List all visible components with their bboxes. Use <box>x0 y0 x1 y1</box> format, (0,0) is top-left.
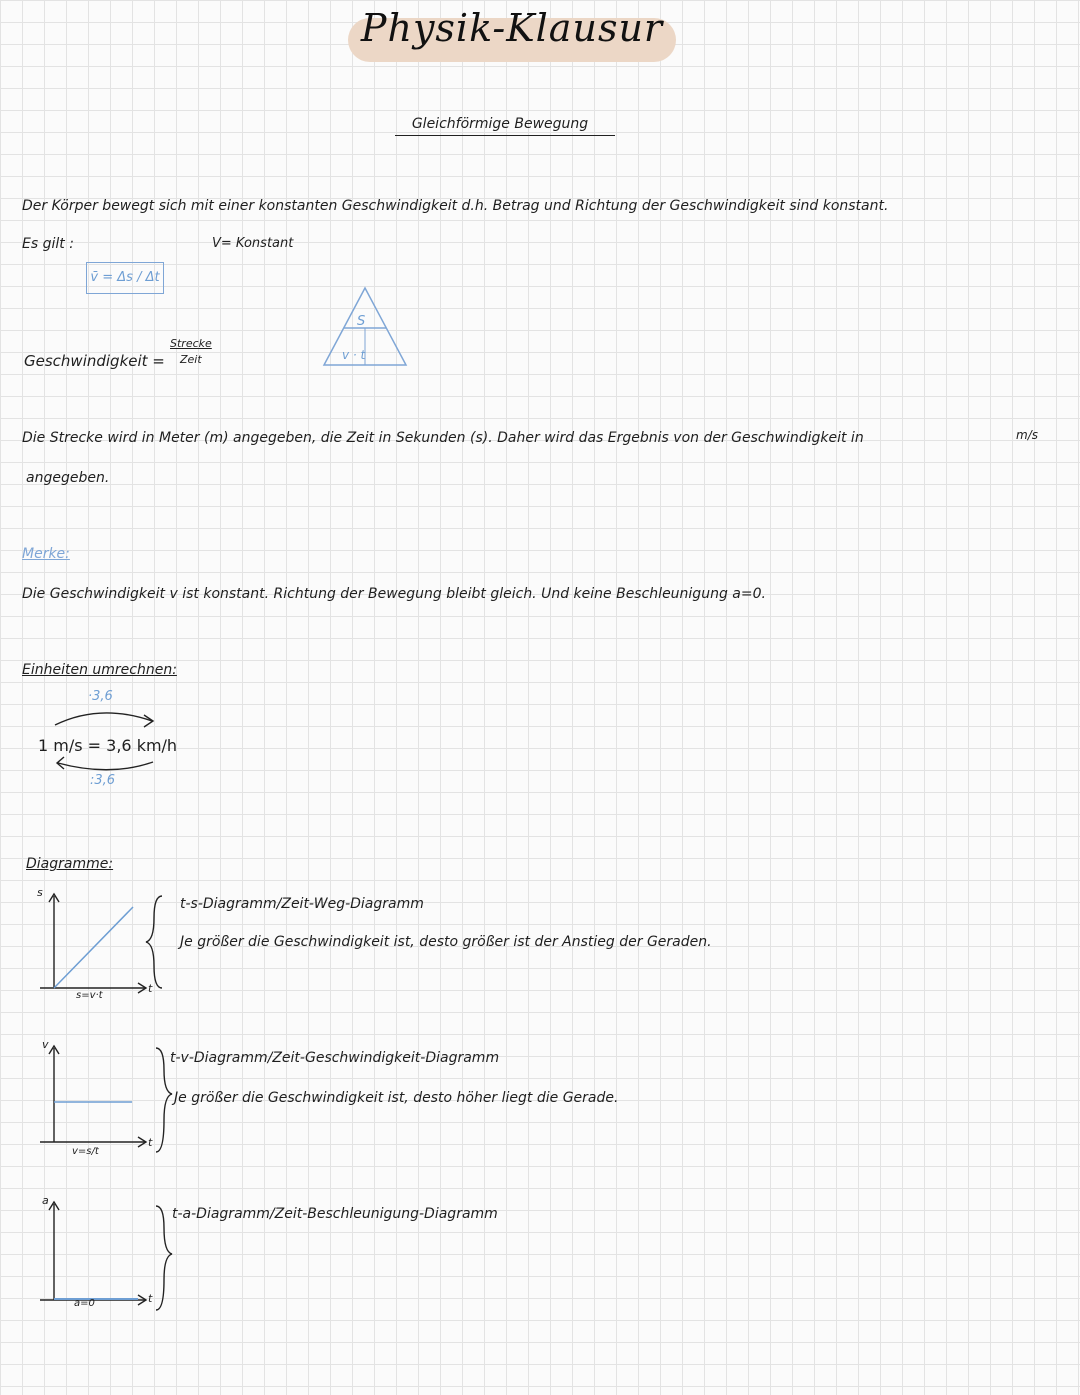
section-subtitle: Gleichförmige Bewegung <box>411 116 589 132</box>
at-formula: a=0 <box>74 1298 95 1309</box>
subtitle-underline <box>395 135 615 136</box>
fraction-denominator: Zeit <box>180 353 202 366</box>
vt-x-label: t <box>148 1136 153 1149</box>
fraction-numerator: Strecke <box>170 337 212 350</box>
at-y-label: a <box>42 1194 49 1207</box>
st-diagram <box>34 890 184 1005</box>
geschwindigkeit-label: Geschwindigkeit = <box>24 352 165 370</box>
st-desc: Je größer die Geschwindigkeit ist, desto größer ist der Anstieg der Geraden. <box>180 934 712 950</box>
vt-desc: Je größer die Geschwindigkeit ist, desto höher liegt die Gerade. <box>174 1090 619 1106</box>
diagramme-heading: Diagramme: <box>26 856 114 872</box>
velocity-formula-box: v̄ = Δs / Δt <box>86 262 164 294</box>
st-title: t-s-Diagramm/Zeit-Weg-Diagramm <box>180 896 424 912</box>
bottom-factor: :3,6 <box>90 773 116 788</box>
merke-label: Merke: <box>22 546 70 562</box>
st-x-label: t <box>148 982 153 995</box>
merke-text: Die Geschwindigkeit v ist konstant. Richtung der Bewegung bleibt gleich. Und keine Beschleunigung a=0. <box>22 586 766 602</box>
einheiten-heading: Einheiten umrechnen: <box>22 662 177 678</box>
vt-formula: v=s/t <box>72 1146 99 1157</box>
vt-diagram <box>34 1040 184 1160</box>
top-factor: ·3,6 <box>88 689 113 704</box>
st-formula: s=v·t <box>76 990 103 1001</box>
page-title: Physik-Klausur <box>360 6 664 50</box>
at-x-label: t <box>148 1292 153 1305</box>
vt-title: t-v-Diagramm/Zeit-Geschwindigkeit-Diagramm <box>170 1050 500 1066</box>
intro-text: Der Körper bewegt sich mit einer konstanten Geschwindigkeit d.h. Betrag und Richtung der Geschwindigkeit sind konstant. <box>22 198 889 214</box>
at-title: t-a-Diagramm/Zeit-Beschleunigung-Diagramm <box>172 1206 498 1222</box>
es-gilt-label: Es gilt : <box>22 236 74 252</box>
units-text-end: angegeben. <box>26 470 110 486</box>
units-text: Die Strecke wird in Meter (m) angegeben, die Zeit in Sekunden (s). Daher wird das Ergebnis von der Geschwindigkeit in <box>22 430 864 446</box>
units-unit: m/s <box>1016 428 1038 442</box>
conversion-equation: 1 m/s = 3,6 km/h <box>38 736 178 755</box>
v-konstant: V= Konstant <box>212 236 294 251</box>
triangle-top: S <box>357 314 366 329</box>
st-y-label: s <box>37 886 43 899</box>
vt-y-label: v <box>42 1038 49 1051</box>
triangle-bottom: v · t <box>342 348 366 362</box>
at-diagram <box>34 1196 184 1316</box>
